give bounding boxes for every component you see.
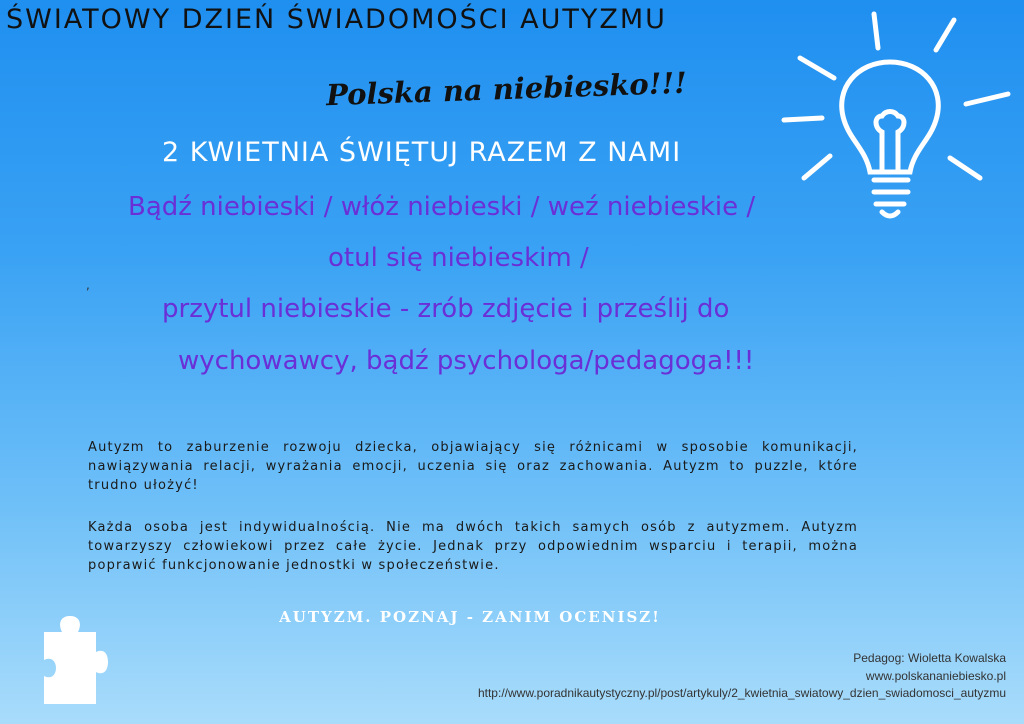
- instruction-line: przytul niebieskie - zrób zdjęcie i prześlij do: [162, 294, 730, 324]
- slogan: Polska na niebiesko!!!: [325, 65, 688, 113]
- instruction-line: otul się niebieskim /: [328, 243, 589, 273]
- author-credit: Pedagog: Wioletta Kowalska: [853, 651, 1006, 665]
- tagline: AUTYZM. POZNAJ - ZANIM OCENISZ!: [279, 608, 661, 626]
- date-heading: 2 KWIETNIA ŚWIĘTUJ RAZEM Z NAMI: [162, 137, 682, 168]
- instruction-line: wychowawcy, bądź psychologa/pedagoga!!!: [178, 346, 755, 376]
- site-link[interactable]: www.polskananiebiesko.pl: [865, 669, 1006, 683]
- lightbulb-icon: [770, 0, 1020, 230]
- info-paragraph: Każda osoba jest indywidualnością. Nie ma dwóch takich samych osób z autyzmem. Autyzm towarzyszy człowiekowi przez całe życie. Jednak przy odpowiednim wsparciu i terapii, można poprawić funkcjonowanie jednostki w społeczeństwie.: [88, 520, 858, 573]
- puzzle-piece-icon: [38, 612, 108, 712]
- instruction-line: Bądź niebieski / włóż niebieski / weź niebieskie /: [128, 192, 756, 222]
- source-url-link[interactable]: http://www.poradnikautystyczny.pl/post/artykuly/2_kwietnia_swiatowy_dzien_swiadomosci_autyzmu: [477, 686, 1006, 700]
- page-title: ŚWIATOWY DZIEŃ ŚWIADOMOŚCI AUTYZMU: [6, 4, 667, 35]
- info-paragraph: Autyzm to zaburzenie rozwoju dziecka, objawiający się różnicami w sposobie komunikacji, nawiązywania relacji, wyrażania emocji, uczenia się oraz zachowania. Autyzm to puzzle, które trudno ułożyć!: [88, 440, 858, 493]
- stray-mark: ,: [86, 278, 90, 292]
